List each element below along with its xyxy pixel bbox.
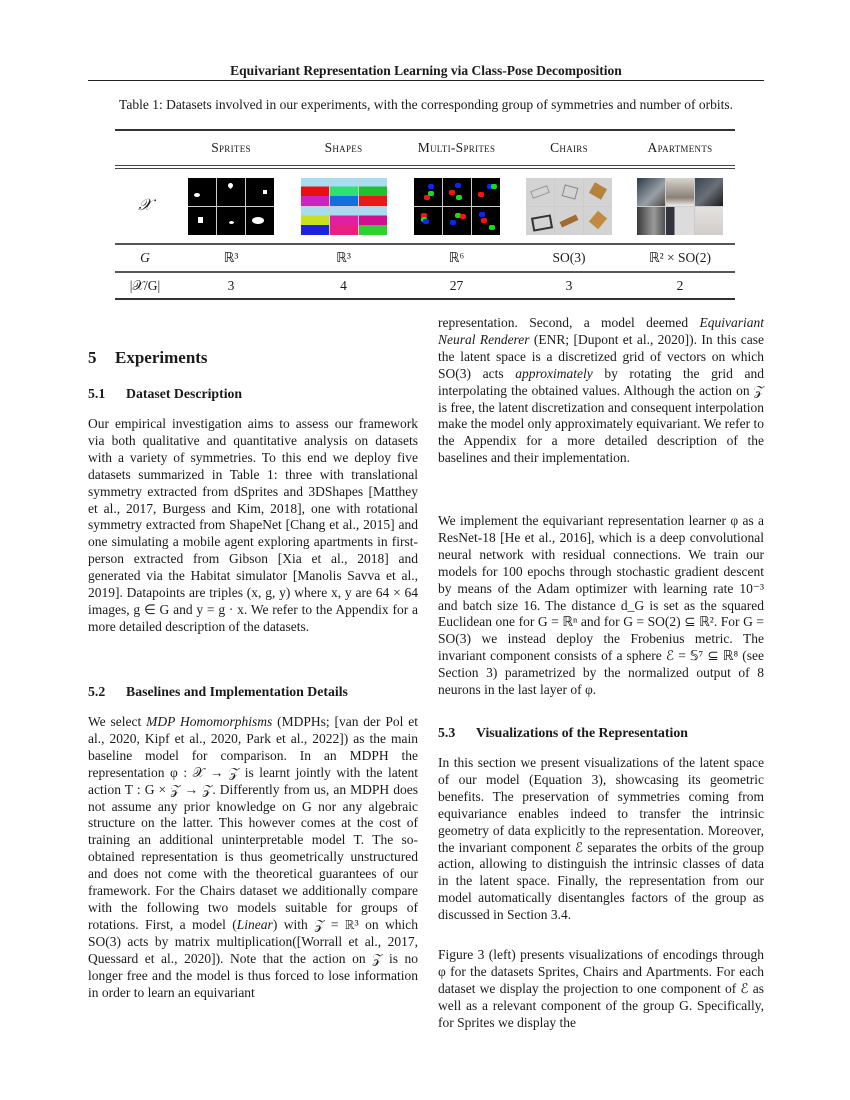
section-heading [88, 350, 418, 367]
header-cell: Multi-Sprites [417, 140, 496, 155]
subsection-heading [88, 684, 418, 701]
table-bottom-rule [115, 298, 735, 300]
header-cell: Chairs [550, 140, 588, 155]
multi-sprites-image [400, 178, 513, 235]
subsection-heading [438, 725, 764, 742]
table-cell: 3 [227, 277, 235, 293]
emphasis: MDP Homomorphisms [146, 714, 273, 729]
table-cell: ℝ² × SO(2) [648, 250, 712, 265]
text: ) with 𝒵 = ℝ³ on which SO(3) acts by matrix multiplication([Worrall et al., 2017, Quessard et al., 2020]). Note that the action on 𝒵 is no longer free and the model is thus forced to lose information in order to learn an equivariant [88, 916, 419, 1000]
paragraph-dataset-description: Our empirical investigation aims to assess our framework via both qualitative and quantitative analysis on datasets with a variety of symmetries. To this end we deploy five datasets summarized in Table 1: three with translational symmetry extracted from dSprites and 3DShapes [Matthey et al., 2017, Burgess and Kim, 2018], one with rotational symmetry extracted from ShapeNet [Chang et al., 2015] and one simulating a mobile agent exploring apartments in first-person extracted from Gibson [Xia et al., 2018] and generated via the Habitat simulator [Manolis Savva et al., 2019]. Datapoints are triples (x, g, y) where x, y are 64 × 64 images, g ∈ G and y = g · x. We refer to the Appendix for a more detailed description of the datasets. [88, 416, 418, 634]
table-cell: ℝ³ [223, 250, 239, 265]
header-cell: Apartments [647, 140, 713, 155]
text: representation. Second, a model deemed [438, 315, 700, 330]
text: by rotating the grid and interpolating the obtained values. Although the action on 𝒵 is free, the latent discretization and consequent interpolation make the model only approximately equivariant. We refer to the Appendix for a more detailed description of the baselines and their implementation. [438, 365, 764, 466]
table-header-row [115, 131, 735, 165]
table-cell: 3 [565, 277, 573, 293]
datasets-table [115, 129, 735, 300]
subsection-number: 5.2 [88, 684, 106, 699]
text: (ENR; [Dupont et al., 2020]). In this case the latent space is a discretized grid of vectors on which SO(3) acts [438, 331, 764, 381]
table-cell: 4 [340, 277, 347, 293]
row-label: G [140, 250, 150, 265]
paragraph-baselines [88, 714, 418, 1001]
table-row-orbits [115, 273, 735, 298]
table-cell: ℝ⁶ [448, 250, 465, 265]
table-cell: 27 [449, 277, 464, 293]
row-label: |𝒳/G| [129, 277, 161, 293]
paragraph-baselines-cont [438, 315, 764, 467]
emphasis: approximately [515, 365, 593, 381]
section-title: Experiments [115, 348, 208, 367]
subsection-title: Dataset Description [126, 386, 243, 401]
table-cell: SO(3) [552, 250, 586, 265]
paragraph-visualizations: In this section we present visualizations of the latent space of our model (Equation 3), showcasing its geometric benefits. The preservation of symmetries coming from equivariance enables indeed to transfer the intrinsic geometry of data explicitly to the representation. Moreover, the invariant component ℰ separates the orbits of the group action, allowing to distinguish the intrinsic classes of data in the latent space. Finally, the representation from our model automatically disentangles factors of the group as discussed in Section 3.4. [438, 755, 764, 923]
shapes-image [287, 178, 400, 235]
table-row-images [115, 169, 735, 243]
row-label: 𝒳 [138, 197, 152, 214]
table-cell: 2 [676, 277, 684, 293]
header-cell: Shapes [324, 140, 363, 155]
subsection-number: 5.1 [88, 386, 106, 401]
subsection-heading [88, 386, 418, 403]
text: We select [88, 714, 147, 729]
subsection-title: Visualizations of the Representation [476, 725, 688, 740]
table-cell: ℝ³ [336, 250, 351, 265]
text: (MDPHs; [van der Pol et al., 2020, Kipf et al., 2020, Park et al., 2022]) as the main baseline model for comparison. In an MDPH the representation φ : 𝒳 → 𝒵 is learnt jointly with the latent action T : G × 𝒵 → 𝒵. Differently from us, an MDPH does not assume any prior knowledge on G nor any algebraic structure on the latter. This however comes at the cost of training an additional uninterpretable model T. The so-obtained representation is thus geometrically unstructured and does not come with the theoretical guarantees of our framework. For the Chairs dataset we additionally compare with the following two models suitable for groups of rotations. First, a model ( [88, 714, 418, 932]
paragraph-figure3: Figure 3 (left) presents visualizations of encodings through φ for the datasets Sprites, Chairs and Apartments. For each dataset we display the projection to one component of ℰ as well as a relevant component of the group G. Specifically, for Sprites we display the [438, 947, 764, 1030]
header-cell: Sprites [211, 140, 251, 155]
subsection-title: Baselines and Implementation Details [126, 684, 348, 699]
table-row-group [115, 245, 735, 271]
section-number: 5 [88, 348, 97, 367]
sprites-image [175, 178, 287, 235]
subsection-number: 5.3 [438, 725, 456, 740]
running-head: Equivariant Representation Learning via Class-Pose Decomposition [230, 63, 622, 78]
paragraph-implementation: We implement the equivariant representation learner φ as a ResNet-18 [He et al., 2016], which is a deep convolutional neural network with residual connections. We train our models for 100 epochs through stochastic gradient descent by means of the Adam optimizer with learning rate 10⁻³ and batch size 16. The distance d_G is set as the squared Euclidean one for G = ℝⁿ and for G = SO(2) ⊆ ℝ². For G = SO(3) we instead deploy the Frobenius metric. The invariant component consists of a sphere ℰ = 𝕊⁷ ⊆ ℝ⁸ (see Section 3) parametrized by the normalized output of 8 neurons in the last layer of φ. [438, 513, 764, 698]
table-caption: Table 1: Datasets involved in our experiments, with the corresponding group of symmetries and number of orbits. [119, 97, 733, 112]
emphasis: Equivariant Neural Renderer [438, 315, 764, 347]
chairs-image [513, 178, 625, 235]
apartments-image [625, 178, 735, 235]
emphasis: Linear [236, 916, 273, 932]
header-rule [88, 80, 764, 81]
